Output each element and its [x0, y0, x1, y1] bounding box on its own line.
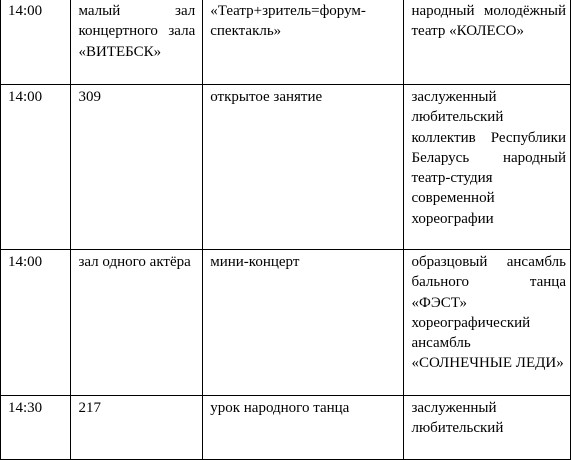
event-text: урок народного танца: [210, 400, 350, 416]
table-row: [1, 396, 571, 460]
event-cell: [203, 85, 404, 250]
venue-cell: [71, 0, 203, 85]
venue-cell: [71, 396, 203, 460]
table-row: [1, 0, 571, 85]
event-text: мини-концерт: [210, 254, 300, 270]
venue-cell: [71, 85, 203, 250]
venue-text: зал одного актёра: [78, 254, 191, 270]
table-row: [1, 85, 571, 250]
time-cell: 14:00: [1, 250, 71, 396]
event-cell: [203, 250, 404, 396]
table-row: [1, 250, 571, 396]
collective-text: заслуженный любительский коллектив Республики Беларусь народный театр-студия современной хореографии: [411, 89, 566, 227]
event-cell: [203, 0, 404, 85]
event-text: открытое занятие: [210, 89, 323, 105]
time-cell: 14:30: [1, 396, 71, 460]
collective-cell: [404, 0, 571, 85]
collective-text: образцовый ансамбль бального танца «ФЭСТ» хореографический ансамбль «СОЛНЕЧНЫЕ ЛЕДИ»: [411, 254, 566, 372]
venue-text: 217: [78, 400, 101, 416]
venue-text: 309: [78, 89, 101, 105]
collective-text: заслуженный любительский: [411, 400, 504, 437]
time-cell: 14:00: [1, 85, 71, 250]
venue-text: малый зал концертного зала «ВИТЕБСК»: [78, 3, 196, 60]
event-cell: [203, 396, 404, 460]
collective-cell: [404, 85, 571, 250]
venue-cell: [71, 250, 203, 396]
collective-text: народный молодёжный театр «КОЛЕСО»: [411, 3, 566, 40]
collective-cell: [404, 396, 571, 460]
time-cell: 14:00: [1, 0, 71, 85]
event-text: «Театр+зритель=форум-спектакль»: [210, 3, 366, 40]
collective-cell: [404, 250, 571, 396]
